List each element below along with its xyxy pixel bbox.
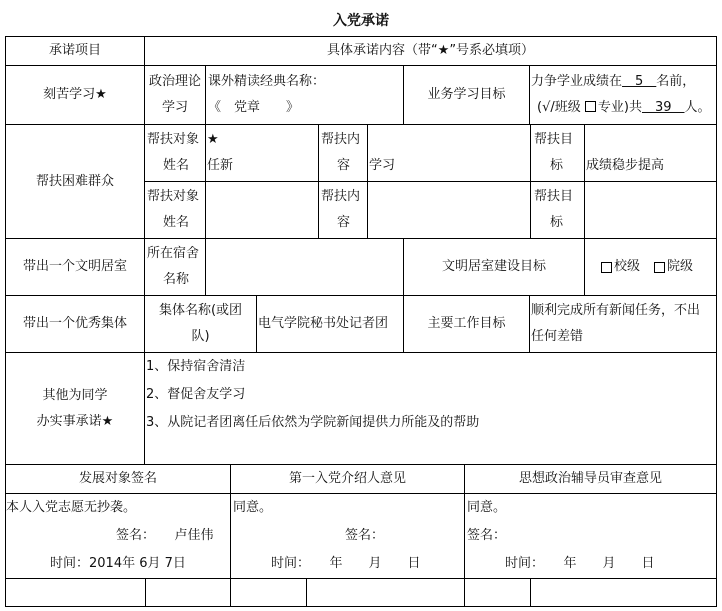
sign-candidate-time: 时间：2014年 6月 7日	[50, 556, 186, 571]
study-goal-line2	[531, 95, 716, 121]
sign-header-candidate-text: 发展对象签名	[78, 471, 157, 486]
help-label-cell	[5, 124, 145, 239]
study-goal-label-cell	[403, 65, 530, 125]
other-item: 1、保持宿舍清洁	[146, 359, 246, 374]
help-target-name-cell-2[interactable]	[205, 181, 319, 239]
sign-header-counselor	[464, 464, 717, 494]
sign-introducer-time: 时间： 年 月 日	[271, 556, 421, 571]
help-target-name-cell	[205, 124, 319, 182]
sign-introducer-signature: 签名：	[345, 528, 385, 543]
collective-name-label-line1: 集体名称(或团	[158, 303, 243, 318]
help-content-value: 学习	[369, 158, 396, 173]
bottom-empty-cell	[230, 578, 307, 607]
help-content-cell	[367, 124, 531, 182]
collective-name-value-cell	[256, 295, 404, 353]
political-study-label-line1: 政治理论	[148, 74, 201, 89]
collective-name-label-cell	[144, 295, 257, 353]
college-level-checkbox[interactable]	[654, 262, 665, 273]
help-content-label-line2: 容	[337, 158, 351, 173]
sign-candidate-cell	[5, 493, 231, 579]
bottom-empty-cell	[530, 578, 717, 607]
help-goal-label-2-line1: 帮扶目	[534, 189, 574, 204]
other-items-cell	[144, 352, 717, 465]
sign-introducer-statement: 同意。	[233, 500, 273, 515]
help-goal-cell-2[interactable]	[584, 181, 717, 239]
help-target-name-label-2-line2: 姓名	[163, 215, 190, 230]
sign-counselor-statement: 同意。	[467, 500, 507, 515]
study-label: 刻苦学习★	[43, 87, 107, 102]
other-label-cell	[5, 352, 145, 465]
study-goal-line1	[531, 69, 716, 95]
help-goal-label-cell-2	[530, 181, 585, 239]
help-content-label-cell	[318, 124, 368, 182]
study-goal-suffix: 人。	[684, 100, 711, 115]
document-title: 入党承诺	[333, 13, 389, 29]
help-target-name-label-cell-2	[144, 181, 206, 239]
school-level-checkbox[interactable]	[601, 262, 612, 273]
collective-label-cell	[5, 295, 145, 353]
college-level-label: 院级	[667, 259, 694, 274]
dorm-label-cell	[5, 238, 145, 296]
collective-task-label-cell	[403, 295, 530, 353]
collective-task-value-line1: 顺利完成所有新闻任务，不出	[531, 303, 701, 318]
dorm-goal-label: 文明居室建设目标	[441, 259, 546, 274]
help-content-label-cell-2	[318, 181, 368, 239]
bottom-empty-cell	[464, 578, 531, 607]
sign-header-introducer	[230, 464, 465, 494]
dorm-room-label-line2: 名称	[163, 272, 190, 287]
other-item: 3、从院记者团离任后依然为学院新闻提供力所能及的帮助	[146, 415, 480, 430]
collective-label: 带出一个优秀集体	[22, 316, 127, 331]
help-goal-cell	[584, 124, 717, 182]
help-content-label-2-line2: 容	[337, 215, 351, 230]
sign-candidate-signature: 签名： 卢佳伟	[116, 528, 214, 543]
help-label: 帮扶困难群众	[35, 173, 114, 189]
sign-header-introducer-text: 第一入党介绍人意见	[288, 471, 406, 486]
dorm-room-label-cell	[144, 238, 206, 296]
classic-reading-value: 《 党章 》	[208, 100, 300, 115]
collective-task-label: 主要工作目标	[427, 316, 506, 331]
collective-task-value-line2: 任何差错	[531, 329, 584, 344]
major-checkbox[interactable]	[585, 101, 596, 112]
help-target-name-label-cell	[144, 124, 206, 182]
help-goal-label-line2: 标	[550, 158, 564, 173]
help-target-name-label-2-line1: 帮扶对象	[147, 189, 200, 204]
sign-counselor-time: 时间： 年 月 日	[505, 556, 655, 571]
study-goal-total: 39	[641, 100, 685, 115]
header-commitment-content	[144, 36, 717, 66]
bottom-empty-cell	[5, 578, 146, 607]
political-study-label-line2: 学习	[161, 100, 188, 115]
sign-header-candidate	[5, 464, 231, 494]
study-goal-class-option: (√/班级	[537, 100, 581, 115]
dorm-label: 带出一个文明居室	[22, 259, 127, 274]
dorm-room-value-cell[interactable]	[205, 238, 404, 296]
other-label-line2: 办实事承诺★	[36, 413, 114, 429]
study-label-cell	[5, 65, 145, 125]
dorm-goal-options-cell	[584, 238, 717, 296]
school-level-label: 校级	[614, 259, 641, 274]
help-target-name: 任新	[207, 158, 234, 173]
sign-counselor-cell	[464, 493, 717, 579]
study-goal-rank: 5	[622, 74, 657, 89]
dorm-room-label-line1: 所在宿舍	[147, 246, 200, 261]
header-commitment-content-text: 具体承诺内容（带“★”号系必填项）	[326, 43, 535, 58]
classic-reading-cell	[205, 65, 404, 125]
help-target-name-label-line2: 姓名	[163, 158, 190, 173]
study-goal-label: 业务学习目标	[427, 87, 506, 102]
study-goal-value-cell	[529, 65, 717, 125]
other-label-line1: 其他为同学	[42, 387, 108, 403]
study-goal-major-option: 专业)共	[597, 100, 642, 115]
sign-header-counselor-text: 思想政治辅导员审查意见	[518, 471, 662, 486]
other-item: 2、督促舍友学习	[146, 387, 246, 402]
dorm-goal-label-cell	[403, 238, 585, 296]
study-goal-prefix: 力争学业成绩在	[531, 74, 623, 89]
political-study-label-cell	[144, 65, 206, 125]
help-goal-label-cell	[530, 124, 585, 182]
collective-name-value: 电气学院秘书处记者团	[258, 316, 389, 331]
header-commitment-item	[5, 36, 145, 66]
help-content-cell-2[interactable]	[367, 181, 531, 239]
help-target-star: ★	[207, 132, 219, 147]
sign-counselor-signature: 签名：	[467, 528, 507, 543]
help-content-label-2-line1: 帮扶内	[321, 189, 361, 204]
help-goal-label-2-line2: 标	[550, 215, 564, 230]
sign-candidate-statement: 本人入党志愿无抄袭。	[6, 500, 137, 515]
study-goal-mid: 名前，	[656, 74, 696, 89]
help-goal-label-line1: 帮扶目	[534, 132, 574, 147]
classic-reading-label: 课外精读经典名称：	[208, 74, 326, 89]
help-goal-value: 成绩稳步提高	[586, 158, 665, 173]
help-content-label-line1: 帮扶内	[321, 132, 361, 147]
bottom-empty-cell	[145, 578, 231, 607]
bottom-empty-cell	[306, 578, 465, 607]
collective-name-label-line2: 队)	[191, 329, 210, 344]
collective-task-value-cell	[529, 295, 717, 353]
help-target-name-label-line1: 帮扶对象	[147, 132, 200, 147]
header-commitment-item-text: 承诺项目	[48, 43, 101, 58]
sign-introducer-cell	[230, 493, 465, 579]
